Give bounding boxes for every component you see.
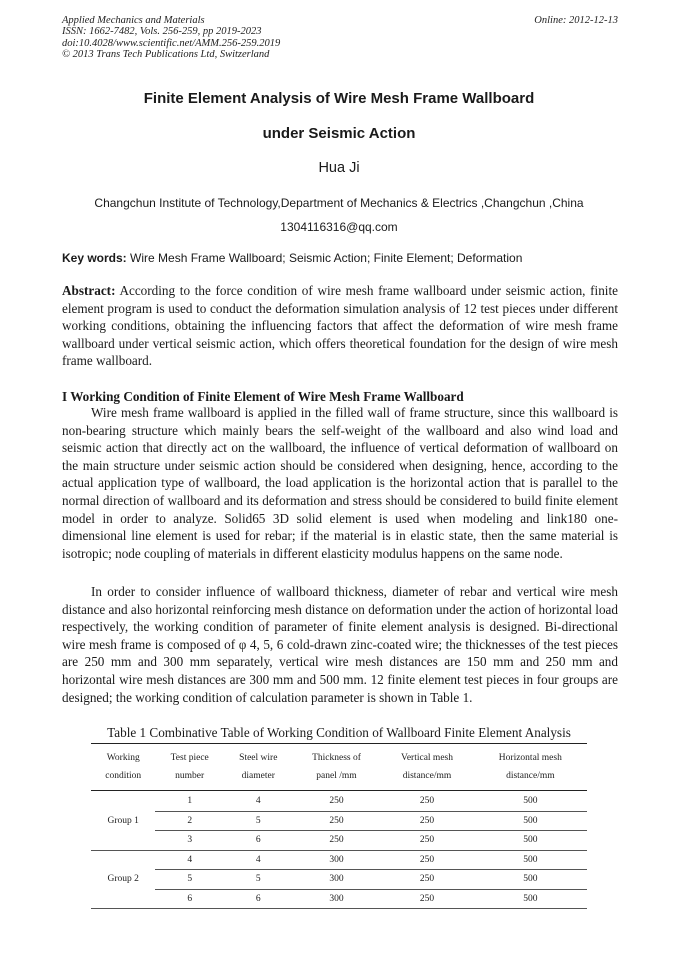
table-row: [91, 889, 587, 909]
col-header-working-condition: Working condition: [91, 744, 155, 791]
journal-issn: ISSN: 1662-7482, Vols. 256-259, pp 2019-2023: [62, 26, 262, 38]
col-header-horizontal-mesh: Horizontal mesh distance/mm: [474, 744, 587, 791]
group-label: Group 2: [91, 850, 155, 909]
table-cell: 250: [380, 870, 473, 890]
keywords-text: Wire Mesh Frame Wallboard; Seismic Action; Finite Element; Deformation: [130, 251, 523, 265]
journal-copyright: © 2013 Trans Tech Publications Ltd, Switzerland: [62, 49, 270, 61]
table-cell: 250: [293, 792, 381, 811]
table-cell: 250: [380, 792, 473, 811]
author-affiliation: Changchun Institute of Technology,Department of Mechanics & Electrics ,Changchun ,China: [94, 196, 584, 210]
table-row: [91, 811, 587, 831]
table-cell: 500: [474, 831, 587, 851]
col-header-thickness: Thickness of panel /mm: [293, 744, 381, 791]
table-caption: Table 1 Combinative Table of Working Condition of Wallboard Finite Element Analysis: [107, 725, 571, 740]
paper-title-line-1: Finite Element Analysis of Wire Mesh Frame Wallboard: [143, 90, 535, 107]
table-cell: 4: [224, 850, 293, 870]
table-cell: 300: [293, 889, 381, 909]
abstract-label: Abstract:: [62, 283, 116, 298]
table-cell: 250: [380, 811, 473, 831]
working-condition-table: [91, 743, 587, 909]
table-cell: 5: [155, 870, 223, 890]
table-cell: 300: [293, 850, 381, 870]
table-cell: 250: [380, 831, 473, 851]
keywords-label: Key words:: [62, 251, 127, 265]
table-cell: 500: [474, 792, 587, 811]
body-paragraph-1: Wire mesh frame wallboard is applied in the filled wall of frame structure, since this wallboard is non-bearing structure which mainly bears the self-weight of the wallboard and also wind load and seismic action that directly act on the wallboard, the influence of vertical deformation of wallboard on the main structure under seismic action should be considered when designing, hence, according to the actual application type of wallboard, the load application is the horizontal action that is parallel to the normal direction of wallboard and its deformation and stress should be considered to build finite element model in order to analyze. Solid65 3D solid element is used when modeling and link180 one-dimensional line element is used for rebar; if the material is in elastic state, then the same material is isotropic; node coupling of materials in different elasticity modulus happens on the same node.: [62, 405, 618, 561]
table-row: [91, 870, 587, 890]
author-name: Hua Ji: [318, 160, 360, 176]
table-cell: 250: [293, 811, 381, 831]
table-cell: 3: [155, 831, 223, 851]
table-row: [91, 850, 587, 870]
table-header-row: [91, 744, 587, 791]
paper-title-line-2: under Seismic Action: [262, 125, 416, 142]
col-header-test-piece: Test piece number: [155, 744, 223, 791]
table-cell: 1: [155, 792, 223, 811]
group-label: Group 1: [91, 792, 155, 850]
table-cell: 500: [474, 850, 587, 870]
table-cell: 6: [224, 889, 293, 909]
abstract-text: According to the force condition of wire mesh frame wallboard under seismic action, finite element program is used to conduct the deformation simulation analysis of 12 test pieces under different working conditions, obtaining the influencing factors that affect the deformation of wire mesh frame wallboard under vertical seismic action, which offers theoretical foundation for the design of wire mesh frame wallboard.: [62, 283, 618, 369]
table-cell: 500: [474, 889, 587, 909]
table-cell: 5: [224, 870, 293, 890]
table-cell: 300: [293, 870, 381, 890]
keywords: [62, 251, 618, 265]
table-cell: 5: [224, 811, 293, 831]
author-email: 1304116316@qq.com: [280, 220, 398, 234]
table-cell: 4: [224, 792, 293, 811]
online-date: Online: 2012-12-13: [534, 15, 618, 26]
table-row: [91, 831, 587, 851]
journal-doi: doi:10.4028/www.scientific.net/AMM.256-259.2019: [62, 37, 281, 49]
table-cell: 250: [293, 831, 381, 851]
table-cell: 250: [380, 850, 473, 870]
table-cell: 500: [474, 811, 587, 831]
table-cell: 6: [155, 889, 223, 909]
table-cell: 2: [155, 811, 223, 831]
abstract: [62, 282, 618, 370]
col-header-steel-wire: Steel wire diameter: [224, 744, 293, 791]
table-cell: 4: [155, 850, 223, 870]
table-cell: 250: [380, 889, 473, 909]
section-heading: I Working Condition of Finite Element of Wire Mesh Frame Wallboard: [62, 389, 464, 404]
table-row: [91, 792, 587, 811]
body-paragraph-2: In order to consider influence of wallboard thickness, diameter of rebar and vertical wire mesh distance and also horizontal reinforcing mesh distance on deformation under the action of horizontal load respectively, the working condition of parameter of finite element analysis is designed. Bi-directional wire mesh frame is composed of φ 4, 5, 6 cold-drawn zinc-coated wire; the thicknesses of the test pieces are 250 mm and 300 mm separately, vertical wire mesh distances are 150 mm and 250 mm and horizontal wire mesh distances are 300 mm and 500 mm. 12 finite element test pieces in four groups are designed; the working condition of calculation parameter is shown in Table 1.: [62, 584, 618, 705]
journal-header: [62, 15, 618, 61]
table-cell: 500: [474, 870, 587, 890]
table-cell: 6: [224, 831, 293, 851]
col-header-vertical-mesh: Vertical mesh distance/mm: [380, 744, 473, 791]
journal-name: Applied Mechanics and Materials: [62, 15, 205, 26]
